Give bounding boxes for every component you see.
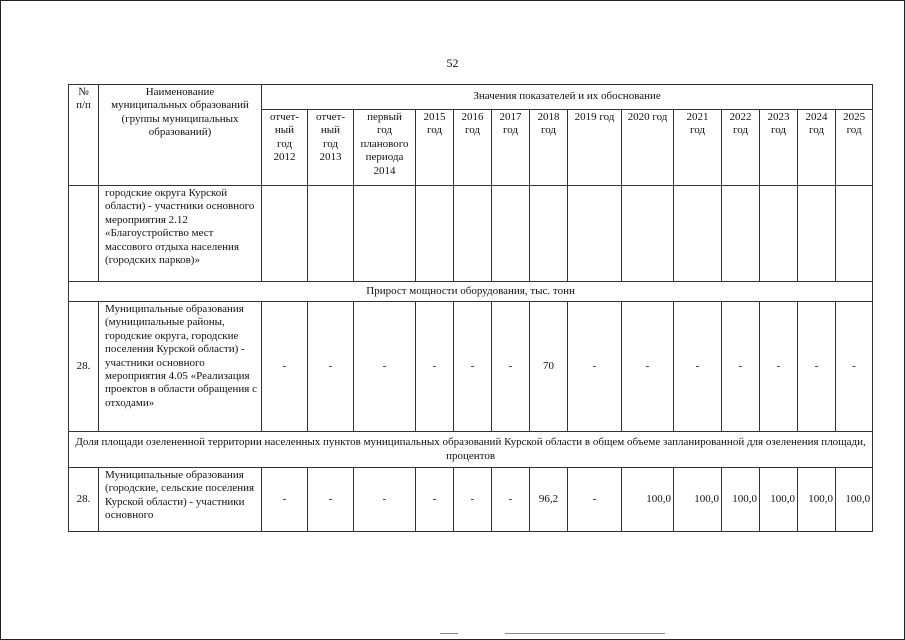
header-year-cell: 2016 год xyxy=(454,110,492,186)
value-cell: - xyxy=(416,468,454,532)
header-values-title: Значения показателей и их обоснование xyxy=(262,85,873,110)
header-year-cell: 2022 год xyxy=(722,110,760,186)
value-cell: 100,0 xyxy=(622,468,674,532)
header-year-cell: первый год планового периода 2014 xyxy=(354,110,416,186)
value-cell: - xyxy=(622,302,674,432)
header-year-cell: отчет- ный год 2012 xyxy=(262,110,308,186)
value-cell: 96,2 xyxy=(530,468,568,532)
value-cell: - xyxy=(798,302,836,432)
page-number: 52 xyxy=(446,56,459,70)
value-cell: - xyxy=(354,302,416,432)
value-cell: - xyxy=(568,302,622,432)
value-cell: - xyxy=(454,302,492,432)
header-year-cell: 2025 год xyxy=(836,110,873,186)
row-28b-name: Муниципальные образования (городские, сельские поселения Курской области) - участники основного xyxy=(99,468,262,532)
value-cell: - xyxy=(308,302,354,432)
indicator-table xyxy=(68,84,873,532)
header-year-cell: 2015 год xyxy=(416,110,454,186)
section-green-area-share: Доля площади озелененной территории населенных пунктов муниципальных образований Курской области в общем объеме запланированной для озеленения площади, процентов xyxy=(69,432,873,468)
header-year-cell: 2023 год xyxy=(760,110,798,186)
value-cell: 100,0 xyxy=(798,468,836,532)
header-num: № п/п xyxy=(69,85,99,186)
value-cell: - xyxy=(354,468,416,532)
header-name: Наименование муниципальных образований (группы муниципальных образований) xyxy=(99,85,262,186)
header-year-cell: 2018 год xyxy=(530,110,568,186)
row-28a-name: Муниципальные образования (муниципальные районы, городские округа, городские поселения Курской области) - участники основного мероприятия 4.05 «Реализация проектов в области обращения с отходами» xyxy=(99,302,262,432)
header-year-cell: 2024 год xyxy=(798,110,836,186)
value-cell: 100,0 xyxy=(674,468,722,532)
header-year-cell: отчет- ный год 2013 xyxy=(308,110,354,186)
value-cell: - xyxy=(836,302,873,432)
value-cell: 100,0 xyxy=(722,468,760,532)
value-cell: 100,0 xyxy=(760,468,798,532)
header-year-cell: 2020 год xyxy=(622,110,674,186)
continuation-num xyxy=(69,186,99,282)
value-cell: - xyxy=(492,302,530,432)
header-year-cell: 2017 год xyxy=(492,110,530,186)
value-cell: - xyxy=(722,302,760,432)
value-cell: - xyxy=(308,468,354,532)
header-year-cell: 2021 год xyxy=(674,110,722,186)
value-cell: - xyxy=(674,302,722,432)
scan-mark xyxy=(440,633,458,634)
row-28a-num: 28. xyxy=(69,302,99,432)
row-28b-num: 28. xyxy=(69,468,99,532)
value-cell: - xyxy=(262,302,308,432)
continuation-name: городские округа Курской области) - участники основного мероприятия 2.12 «Благоустройство мест массового отдыха населения (городских парков)» xyxy=(99,186,262,282)
scan-mark xyxy=(505,633,665,634)
value-cell: 100,0 xyxy=(836,468,873,532)
value-cell: - xyxy=(454,468,492,532)
header-year-cell: 2019 год xyxy=(568,110,622,186)
value-cell: - xyxy=(568,468,622,532)
value-cell: - xyxy=(416,302,454,432)
value-cell: - xyxy=(262,468,308,532)
section-capacity-growth: Прирост мощности оборудования, тыс. тонн xyxy=(69,282,873,302)
value-cell: - xyxy=(492,468,530,532)
value-cell: 70 xyxy=(530,302,568,432)
value-cell: - xyxy=(760,302,798,432)
